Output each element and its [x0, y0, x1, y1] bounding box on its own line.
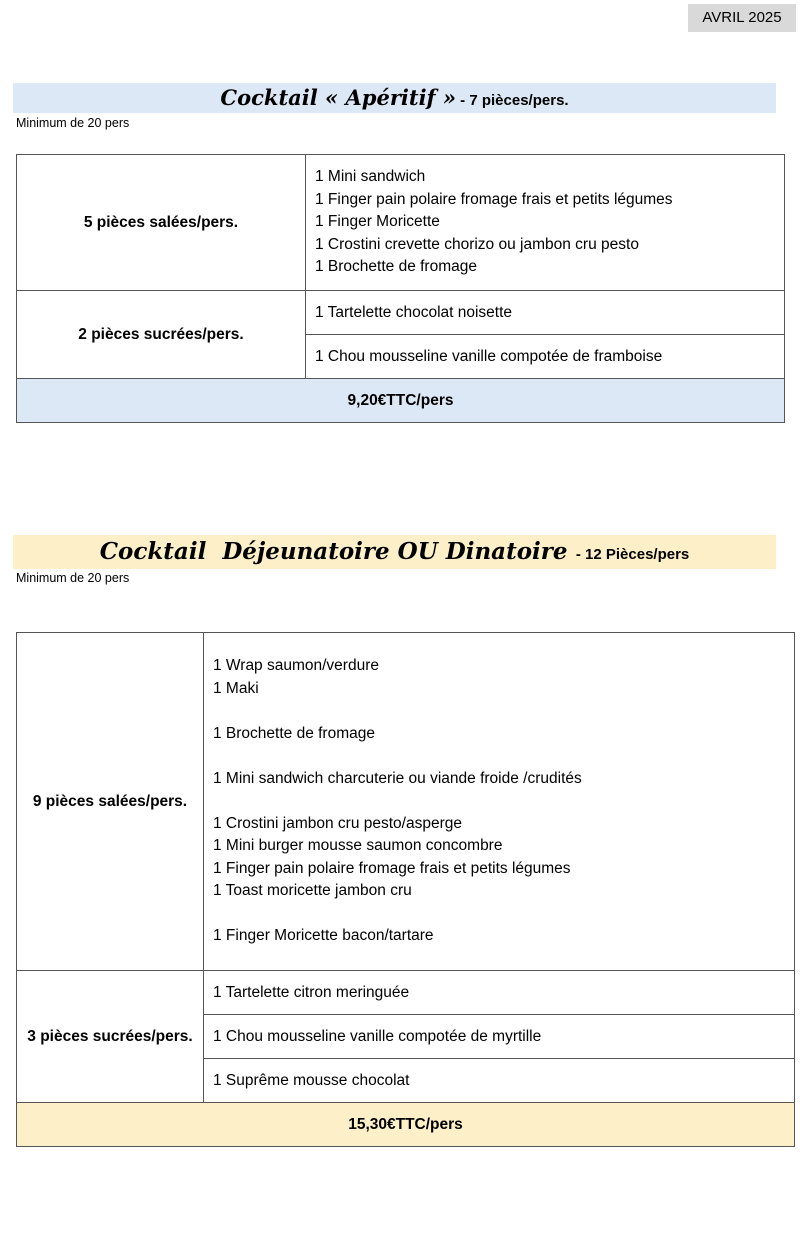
items-cell	[306, 155, 785, 291]
menu-item: 1 Finger pain polaire fromage frais et petits légumes	[315, 190, 673, 208]
menu-item: 1 Tartelette chocolat noisette	[306, 291, 785, 335]
menu-item: 1 Chou mousseline vanille compotée de myrtille	[204, 1015, 795, 1059]
menu-table-aperitif	[16, 154, 785, 423]
price-row	[17, 1103, 795, 1147]
menu-item: 1 Mini sandwich	[315, 168, 426, 186]
menu-item: 1 Toast moricette jambon cru	[213, 882, 412, 900]
price: 15,30€TTC/pers	[17, 1103, 795, 1147]
minimum-note: Minimum de 20 pers	[16, 116, 130, 130]
menu-item: 1 Mini burger mousse saumon concombre	[213, 837, 503, 855]
category-label: 5 pièces salées/pers.	[17, 155, 306, 291]
category-label: 9 pièces salées/pers.	[17, 633, 204, 971]
price: 9,20€TTC/pers	[17, 379, 785, 423]
table-row	[17, 971, 795, 1015]
category-label: 2 pièces sucrées/pers.	[17, 291, 306, 379]
section-subtitle: - 12 Pièces/pers	[567, 546, 690, 563]
items-cell	[204, 633, 795, 971]
section-title-aperitif	[13, 83, 776, 113]
menu-item: 1 Chou mousseline vanille compotée de framboise	[306, 335, 785, 379]
menu-item: 1 Finger Moricette	[315, 213, 440, 231]
menu-item: 1 Brochette de fromage	[213, 724, 375, 742]
menu-item: 1 Brochette de fromage	[315, 258, 477, 276]
date-badge: AVRIL 2025	[688, 4, 796, 32]
menu-item: 1 Finger pain polaire fromage frais et petits légumes	[213, 859, 571, 877]
menu-item: 1 Suprême mousse chocolat	[204, 1059, 795, 1103]
menu-item: 1 Maki	[213, 679, 259, 697]
menu-item: 1 Wrap saumon/verdure	[213, 657, 379, 675]
menu-item: 1 Mini sandwich charcuterie ou viande froide /crudités	[213, 769, 582, 787]
section-title: Cocktail « Apéritif »	[220, 85, 457, 110]
category-label: 3 pièces sucrées/pers.	[17, 971, 204, 1103]
menu-item: 1 Crostini jambon cru pesto/asperge	[213, 814, 462, 832]
menu-item: 1 Crostini crevette chorizo ou jambon cru pesto	[315, 235, 639, 253]
section-subtitle: - 7 pièces/pers.	[456, 92, 569, 109]
table-row	[17, 155, 785, 291]
section-title: Cocktail Déjeunatoire OU Dinatoire	[99, 538, 568, 565]
table-row	[17, 633, 795, 971]
minimum-note: Minimum de 20 pers	[16, 571, 130, 585]
menu-item: 1 Finger Moricette bacon/tartare	[213, 927, 434, 945]
section-title-dejeunatoire	[13, 535, 776, 569]
menu-table-dejeunatoire	[16, 632, 795, 1147]
price-row	[17, 379, 785, 423]
table-row	[17, 291, 785, 335]
menu-item: 1 Tartelette citron meringuée	[204, 971, 795, 1015]
